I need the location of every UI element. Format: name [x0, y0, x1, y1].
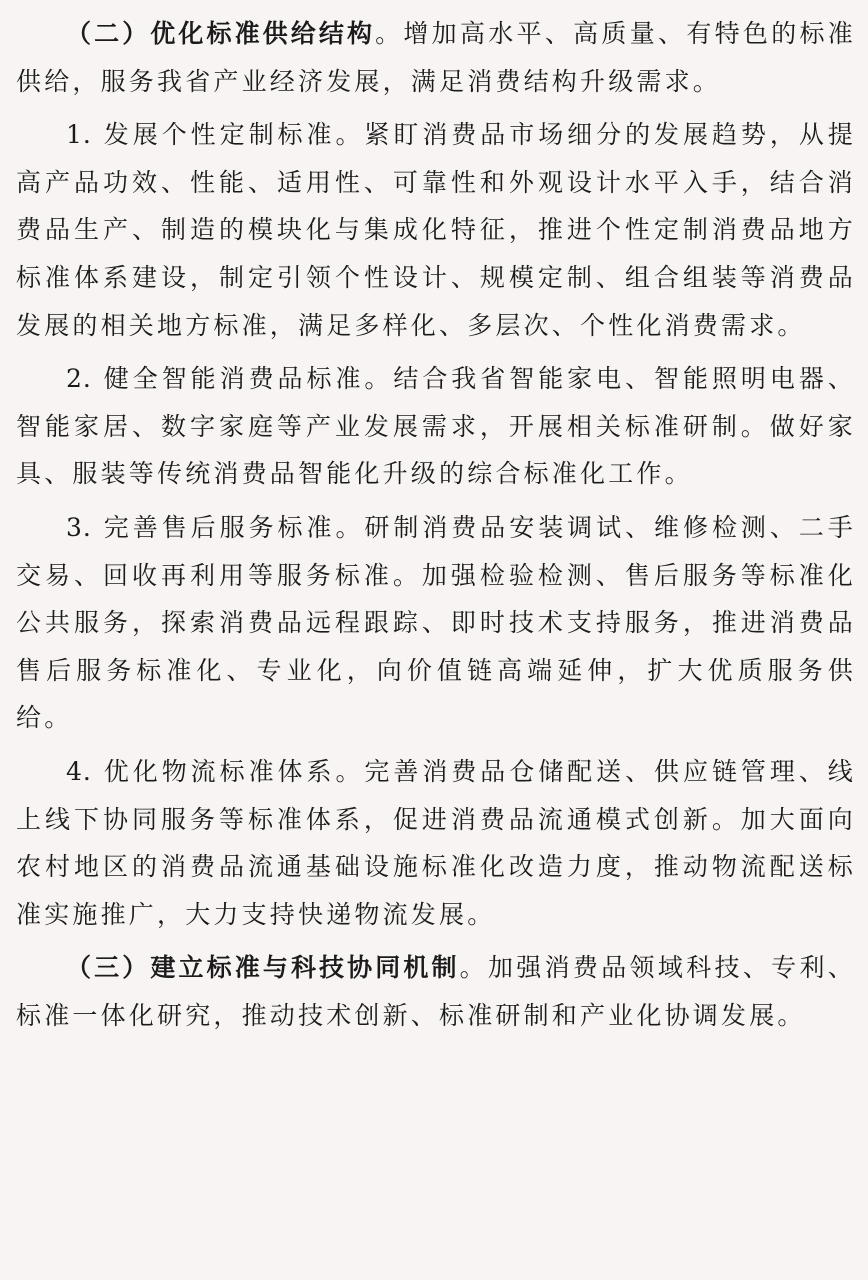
paragraph-item-1 [16, 111, 856, 349]
paragraph-text: 优化物流标准体系。完善消费品仓储配送、供应链管理、线上线下协同服务等标准体系，促进消费品流通模式创新。加大面向农村地区的消费品流通基础设施标准化改造力度，推动物流配送标准实施推广，大力支持快递物流发展。 [16, 756, 857, 929]
paragraph-item-4 [16, 748, 856, 938]
paragraph-item-2 [16, 355, 856, 498]
section-heading: （三）建立标准与科技协同机制 [66, 953, 460, 983]
item-number: 4. [66, 756, 92, 786]
paragraph-text: 。增加高水平、高质量、有特色的标准供给，服务我省产业经济发展，满足消费结构升级需求。 [16, 19, 856, 96]
item-number: 3. [66, 512, 92, 542]
paragraph-text: 发展个性定制标准。紧盯消费品市场细分的发展趋势，从提高产品功效、性能、适用性、可靠性和外观设计水平入手，结合消费品生产、制造的模块化与集成化特征，推进个性定制消费品地方标准体系建设，制定引领个性设计、规模定制、组合组装等消费品发展的相关地方标准，满足多样化、多层次、个性化消费需求。 [16, 120, 857, 340]
paragraph-item-3 [16, 504, 856, 742]
item-number: 2. [66, 364, 92, 394]
paragraph-text: 。加强消费品领域科技、专利、标准一体化研究，推动技术创新、标准研制和产业化协调发展。 [16, 953, 856, 1030]
item-number: 1. [66, 120, 92, 150]
paragraph-text: 完善售后服务标准。研制消费品安装调试、维修检测、二手交易、回收再利用等服务标准。加强检验检测、售后服务等标准化公共服务，探索消费品远程跟踪、即时技术支持服务，推进消费品售后服务标准化、专业化，向价值链高端延伸，扩大优质服务供给。 [16, 512, 857, 733]
paragraph-section-3 [16, 944, 856, 1039]
paragraph-text: 健全智能消费品标准。结合我省智能家电、智能照明电器、智能家居、数字家庭等产业发展需求，开展相关标准研制。做好家具、服装等传统消费品智能化升级的综合标准化工作。 [16, 364, 857, 489]
paragraph-section-2 [16, 10, 856, 105]
section-heading: （二）优化标准供给结构 [66, 19, 376, 48]
